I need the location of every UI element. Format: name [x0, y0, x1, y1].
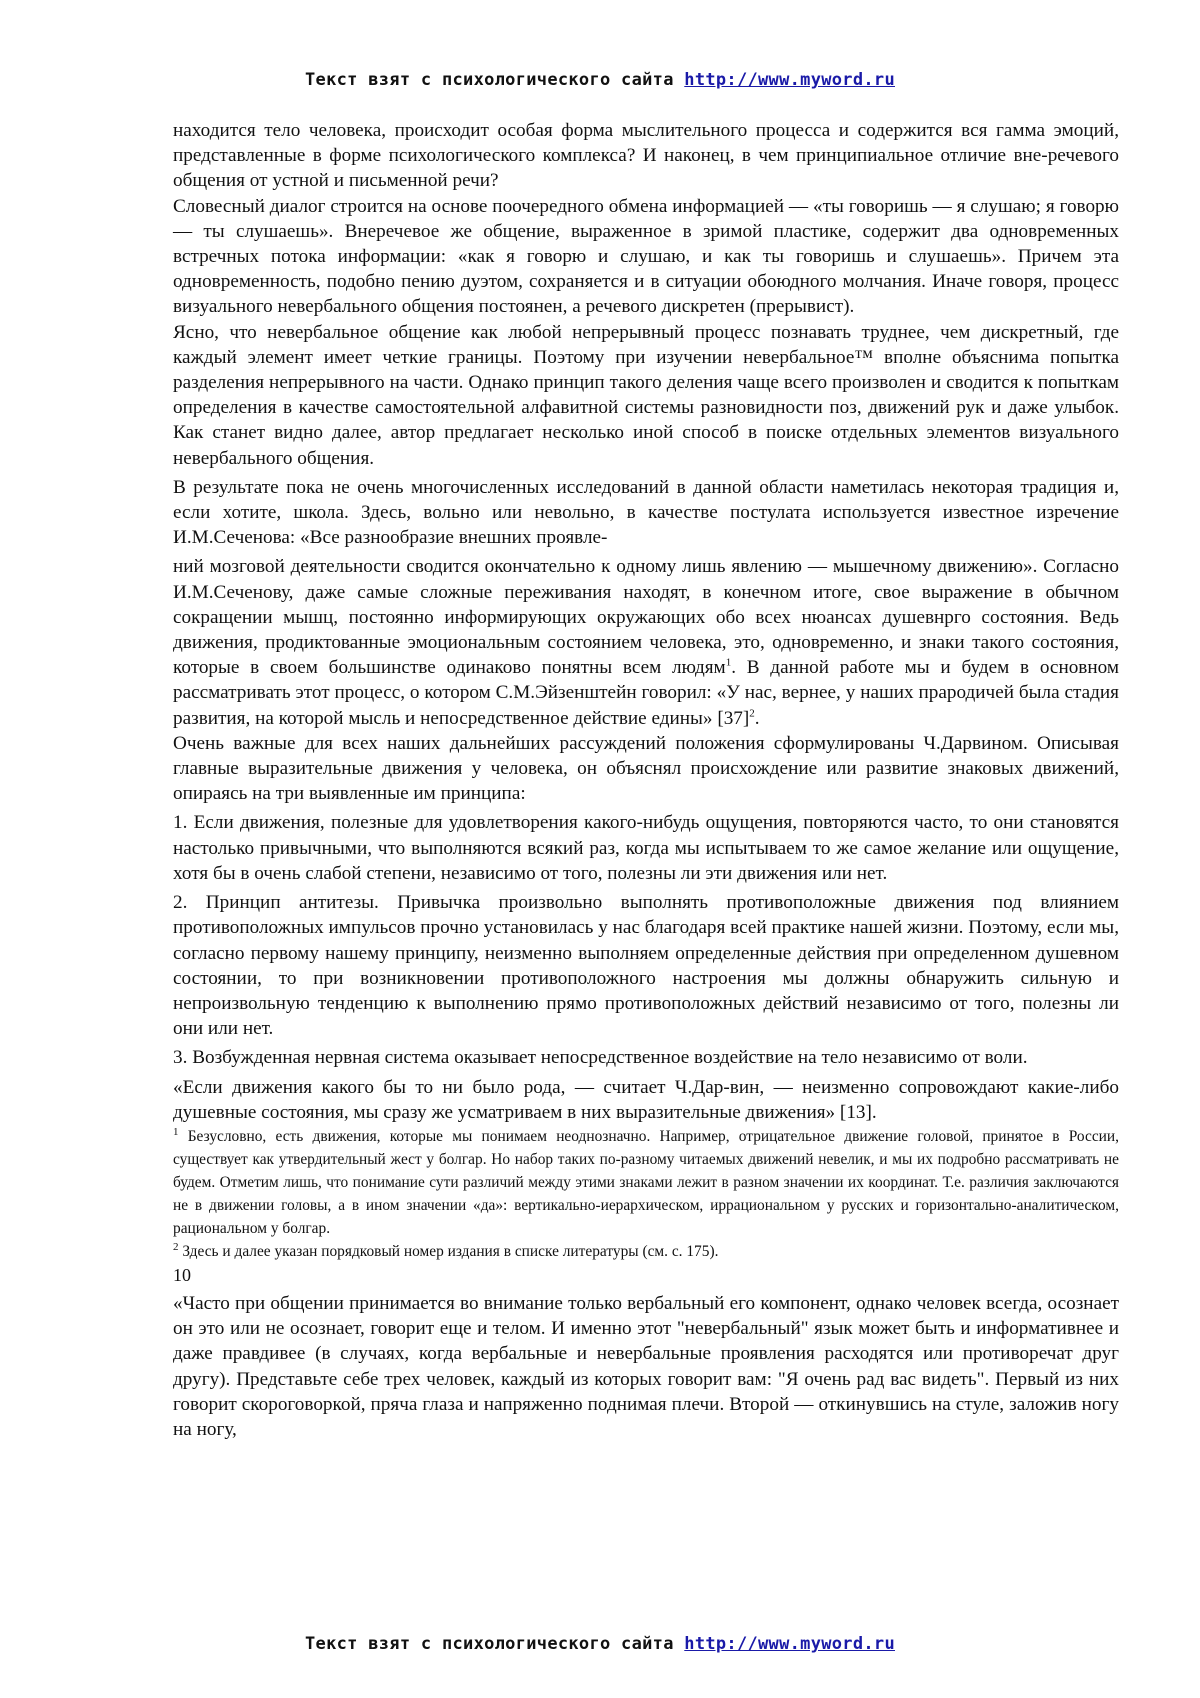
footnote-mark: 2: [173, 1240, 179, 1253]
footnote: [173, 1240, 1119, 1263]
paragraph-text: ний мозговой деятельности сводится окончательно к одному лишь явлению — мышечному движению». Согласно И.М.Сеченову, даже самые сложные переживания находят, в конечном итоге, свое выражение в обычном сокращении мышц, постоянно информирующих окружающих обо всех нюансах душевнрго состояния. Ведь движения, продиктованные эмоциональным состоянием человека, это, одновременно, и знаки такого состояния, которые в своем большинстве одинаково понятны всем людям: [173, 556, 1119, 679]
footnote-ref: 2: [749, 707, 755, 720]
paragraph: Ясно, что невербальное общение как любой непрерывный процесс познавать труднее, чем дискретный, где каждый элемент имеет четкие границы. Поэтому при изучении невербальное™ вполне объяснима попытка разделения непрерывного на части. Однако принцип такого деления чаще всего произволен и сводится к попыткам определения в качестве самостоятельной алфавитной системы разновидности поз, движений рук и даже улыбок. Как станет видно далее, автор предлагает несколько иной способ в поиске отдельных элементов визуального невербального общения.: [173, 321, 1119, 469]
footer-link[interactable]: http://www.myword.ru: [684, 1634, 895, 1654]
paragraph: находится тело человека, происходит особая форма мыслительного процесса и содержится вся гамма эмоций, представленные в форме психологического комплекса? И наконец, в чем принципиальное отличие вне-речевого общения от устной и письменной речи?: [173, 120, 1119, 192]
paragraph: Очень важные для всех наших дальнейших рассуждений положения сформулированы Ч.Дарвином. Описывая главные выразительные движения у человека, он объяснял происхождение или развитие знаковых движений, опираясь на три выявленные им принципа:: [173, 732, 1119, 805]
page-footer: [0, 1634, 1200, 1654]
list-item: 1. Если движения, полезные для удовлетворения какого-нибудь ощущения, повторяются часто, то они становятся настолько привычными, что выполняются всякий раз, когда мы испытываем то же самое желание или ощущение, хотя бы в очень слабой степени, независимо от того, полезны ли эти движения или нет.: [173, 812, 1119, 884]
paragraph: «Часто при общении принимается во внимание только вербальный его компонент, однако человек всегда, осознает он это или не осознает, говорит еще и телом. И именно этот "невербальный" язык может быть и информативнее и даже правдивее (в случаях, когда вербальные и невербальные проявления расходятся или противоречат друг другу). Представьте себе трех человек, каждый из которых говорит вам: "Я очень рад вас видеть". Первый из них говорит скороговоркой, пряча глаза и напряженно поднимая плечи. Второй — откинувшись на стуле, заложив ногу на ногу,: [173, 1292, 1119, 1440]
page-header: [0, 70, 1200, 90]
header-link[interactable]: http://www.myword.ru: [684, 70, 895, 90]
paragraph: «Если движения какого бы то ни было рода, — считает Ч.Дар-вин, — неизменно сопровождают какие-либо душевные состояния, мы сразу же усматриваем в них выразительные движения» [13].: [173, 1076, 1119, 1123]
paragraph-text: .: [754, 707, 760, 729]
footer-text: Текст взят с психологического сайта: [305, 1634, 685, 1654]
header-text: Текст взят с психологического сайта: [305, 70, 685, 90]
list-item: 3. Возбужденная нервная система оказывает непосредственное воздействие на тело независимо от воли.: [173, 1047, 1028, 1069]
footnote-ref: 1: [725, 656, 732, 669]
footnote-mark: 1: [173, 1125, 179, 1138]
paragraph: В результате пока не очень многочисленных исследований в данной области наметилась некоторая традиция и, если хотите, школа. Здесь, вольно или невольно, в качестве постулата используется известное изречение И.М.Сеченова: «Все разнообразие внешних проявле-: [173, 476, 1119, 549]
footnote-text: Здесь и далее указан порядковый номер издания в списке литературы (см. с. 175).: [178, 1242, 719, 1260]
list-item: 2. Принцип антитезы. Привычка произвольно выполнять противоположные движения под влиянием противоположных импульсов прочно установилась у нас благодаря всей практике нашей жизни. Поэтому, если мы, согласно первому нашему принципу, неизменно выполняем определенные действия при определенном душевном состоянии, то при возникновении противоположного настроения мы должны обнаружить сильную и непроизвольную тенденцию к выполнению прямо противоположных действий независимо от того, полезны ли они или нет.: [173, 892, 1119, 1040]
paragraph-text: . В данной работе мы и будем в основном рассматривать этот процесс, о котором С.М.Эйзенштейн говорил: «У нас, вернее, у наших прародичей была стадия развития, на которой мысль и непосредственное действие едины» [37]: [173, 657, 1120, 729]
footnote: [173, 1125, 1119, 1240]
page-number: 10: [173, 1264, 191, 1285]
paragraph: [173, 554, 1119, 730]
document-body: [173, 118, 1119, 1442]
footnote-text: Безусловно, есть движения, которые мы понимаем неоднозначно. Например, отрицательное движение головой, принятое в России, существует как утвердительный жест у болгар. Но набор таких по-разному читаемых движений невелик, и мы их подробно рассматривать не будем. Отметим лишь, что понимание сути различий между этими знаками лежит в разном значении их координат. Т.е. различия заключаются не в движении головы, а в ином значении «да»: вертикально-иерархическом, иррациональном у русских и горизонтально-аналитическом, рациональном у болгар.: [173, 1127, 1119, 1237]
paragraph: Словесный диалог строится на основе поочередного обмена информацией — «ты говоришь — я слушаю; я говорю — ты слушаешь». Внеречевое же общение, выраженное в зримой пластике, содержит два одновременных встречных потока информации: «как я говорю и слушаю, и как ты говоришь и слушаешь». Причем эта одновременность, подобно пению дуэтом, сохраняется и в ситуации обоюдного молчания. Иначе говоря, процесс визуального невербального общения постоянен, а речевого дискретен (прерывист).: [173, 195, 1119, 318]
